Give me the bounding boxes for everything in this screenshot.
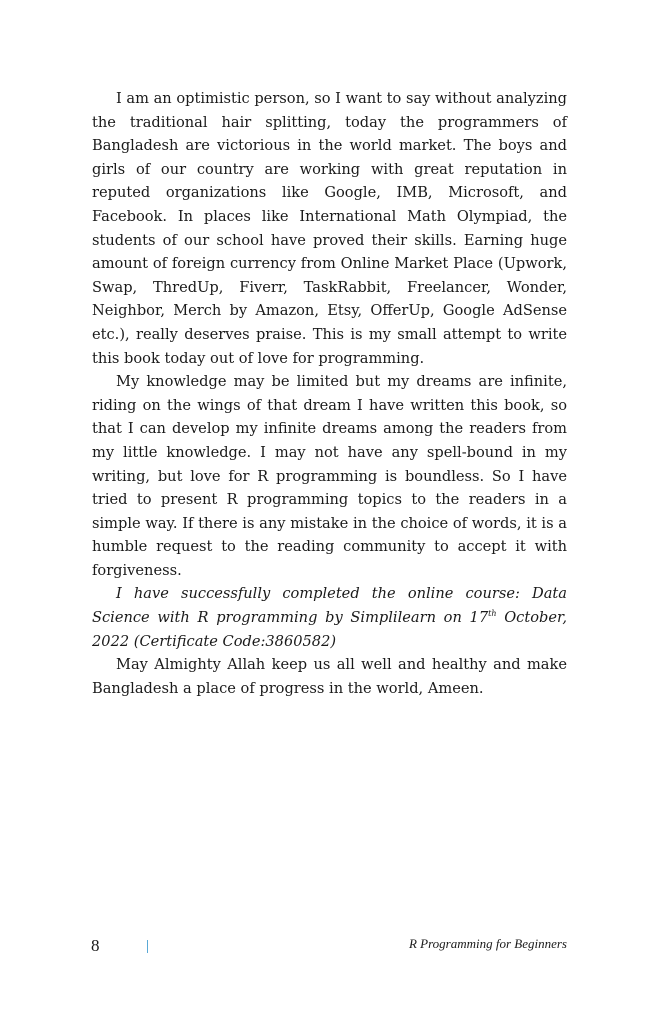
body-text [92, 87, 567, 700]
footer-divider [147, 940, 148, 953]
paragraph-course-completion [92, 582, 567, 653]
page-number: 8 [91, 936, 100, 955]
paragraph-prayer: May Almighty Allah keep us all well and healthy and make Bangladesh a place of progress in the world, Ameen. [92, 656, 567, 697]
course-text-end: October, 2022 (Certificate Code:3860582) [92, 609, 567, 650]
paragraph-dreams: My knowledge may be limited but my dreams are infinite, riding on the wings of that dream I have written this book, so that I can develop my infinite dreams among the readers from my little knowledge. I may not have any spell-bound in my writing, but love for R programming is boundless. So I have tried to present R programming topics to the readers in a simple way. If there is any mistake in the choice of words, it is a humble request to the reading community to accept it with forgiveness. [92, 373, 567, 579]
running-title: R Programming for Beginners [408, 936, 567, 951]
paragraph-optimism: I am an optimistic person, so I want to say without analyzing the traditional hair splitting, today the programmers of Bangladesh are victorious in the world market. The boys and girls of our country are working with great reputation in reputed organizations like Google, IMB, Microsoft, and Facebook. In places like International Math Olympiad, the students of our school have proved their skills. Earning huge amount of foreign currency from Online Market Place (Upwork, Swap, ThredUp, Fiverr, TaskRabbit, Freelancer, Wonder, Neighbor, Merch by Amazon, Etsy, OfferUp, Google AdSense etc.), really deserves praise. This is my small attempt to write this book today out of love for programming. [92, 90, 567, 367]
ordinal-suffix: th [488, 609, 497, 619]
course-text-start: I have successfully completed the online course: Data Science with R programming by Simplilearn on 17 [92, 585, 567, 627]
